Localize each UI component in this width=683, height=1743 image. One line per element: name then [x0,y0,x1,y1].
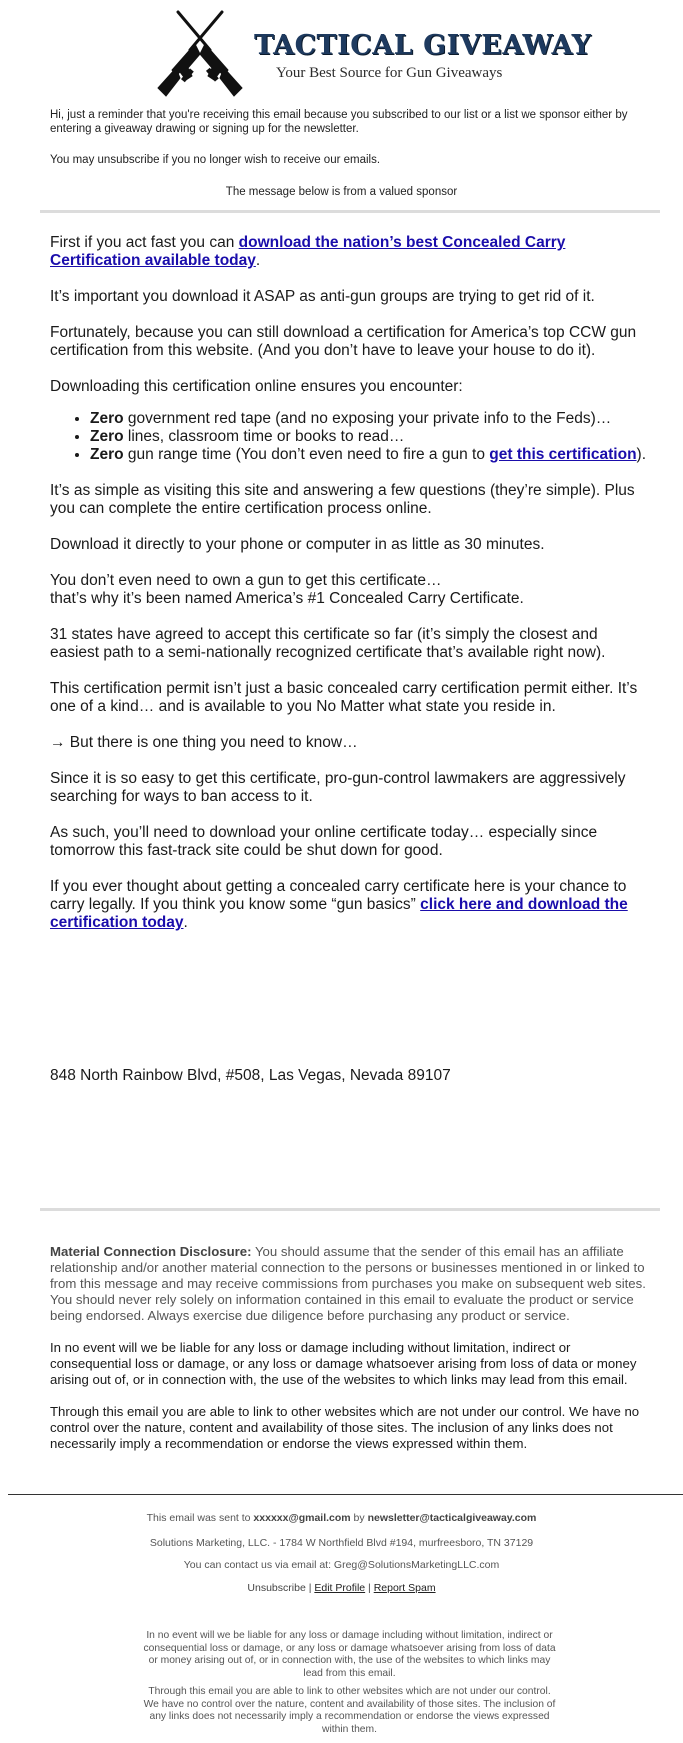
paragraph-states: 31 states have agreed to accept this certificate so far (it’s simply the closest and easiest path to a semi-nationally recognized certificate that’s available right now). [50,626,606,661]
divider-middle [40,1208,660,1211]
disclosure-section [50,1244,650,1468]
external-links-disclaimer: Through this email you are able to link to other websites which are not under our control. We have no control over the nature, content and availability of those sites. The inclusion of any links does not necessarily imply a recommendation or endorse the views expressed within them. [50,1404,640,1451]
list-item: • Zero government red tape (and no exposing your private info to the Feds)… [90,410,650,428]
material-connection-disclosure: Material Connection Disclosure: You should assume that the sender of this email has an affiliate relationship and/or another material connection to the persons or businesses mentioned in or linked to from this message and may receive commissions from purchases you make on subsequent web sites. You should never rely solely on information contained in this email to evaluate the product or service being endorsed. Always exercise due diligence before purchasing any product or service. [50,1244,646,1323]
brand-title: TACTICAL GIVEAWAY [254,30,592,61]
footer-company: Solutions Marketing, LLC. - 1784 W Northfield Blvd #194, murfreesboro, TN 37129 [149,1537,534,1549]
paragraph-call-to-action: If you ever thought about getting a concealed carry certificate here is your chance to carry legally. If you think you know some “gun basics” click here and download the certification today. [50,878,628,931]
paragraph-simple: It’s as simple as visiting this site and answering a few questions (they’re simple). Plus you can complete the entire certification process online. [50,482,635,517]
paragraph-download-time: Download it directly to your phone or computer in as little as 30 minutes. [50,536,545,553]
sponsor-note: The message below is from a valued sponsor [225,186,458,198]
unsubscribe-note: You may unsubscribe if you no longer wish to receive our emails. [50,154,381,166]
paragraph-lawmakers: Since it is so easy to get this certificate, pro-gun-control lawmakers are aggressively searching for ways to ban access to it. [50,770,626,805]
brand-tagline: Your Best Source for Gun Giveaways [276,65,503,81]
sponsor-message [50,234,650,950]
footer-liability-disclaimer: In no event will we be liable for any loss or damage including without limitation, indirect or consequential loss or damage, or any loss or damage whatsoever arising from loss of data or money arising out of, or in connection with, the use of the websites to which links may lead from this email. [143,1630,556,1679]
list-item: • Zero gun range time (You don’t even need to fire a gun to get this certification). [90,446,650,464]
get-certification-link[interactable]: get this certification [489,446,637,463]
liability-disclaimer: In no event will we be liable for any loss or damage including without limitation, indirect or consequential loss or damage, or any loss or damage whatsoever arising from loss of data or money arising out of, or in connection with, the use of the websites to which links may lead from this email. [50,1340,637,1387]
recipient-email: xxxxxx@gmail.com [253,1512,351,1524]
paragraph-downloading: Downloading this certification online ensures you encounter: [50,378,463,395]
sponsor-address: 848 North Rainbow Blvd, #508, Las Vegas, Nevada 89107 [50,1067,451,1084]
divider-top [40,210,660,213]
footer-external-links-disclaimer: Through this email you are able to link to other websites which are not under our control. We have no control over the nature, content and availability of those sites. The inclusion of any links does not necessarily imply a recommendation or endorse the views expressed within them. [143,1686,556,1735]
paragraph-one-thing: → But there is one thing you need to know… [50,734,358,751]
paragraph-asap: It’s important you download it ASAP as anti-gun groups are trying to get rid of it. [50,288,595,305]
click-here-download-link[interactable]: click here and download the certification today [50,896,628,931]
paragraph-no-gun: You don’t even need to own a gun to get this certificate… that’s why it’s been named America’s #1 Concealed Carry Certificate. [50,572,524,607]
footer-sent-to: This email was sent to xxxxxx@gmail.com by newsletter@tacticalgiveaway.com [146,1512,537,1524]
footer-links: Unsubscribe | Edit Profile | Report Spam [247,1582,436,1594]
benefits-list [50,410,650,464]
download-certification-link[interactable]: download the nation’s best Concealed Carry Certification available today [50,234,566,269]
subscription-reminder: Hi, just a reminder that you're receiving this email because you subscribed to our list or a list we sponsor either by entering a giveaway drawing or signing up for the newsletter. [50,109,628,135]
brand-logo[interactable] [150,6,592,102]
paragraph-one-of-a-kind: This certification permit isn’t just a basic concealed carry certification permit either. It’s one of a kind… and is available to you No Matter what state you reside in. [50,680,638,715]
list-item: • Zero lines, classroom time or books to read… [90,428,650,446]
paragraph-shut-down: As such, you’ll need to download your online certificate today… especially since tomorrow this fast-track site could be shut down for good. [50,824,598,859]
crossed-rifles-icon [150,6,250,102]
unsubscribe-link[interactable]: Unsubscribe [247,1582,306,1594]
sender-email: newsletter@tacticalgiveaway.com [367,1512,537,1524]
report-spam-link[interactable]: Report Spam [373,1582,436,1594]
edit-profile-link[interactable]: Edit Profile [314,1582,366,1594]
footer-contact: You can contact us via email at: Greg@SolutionsMarketingLLC.com [183,1559,500,1571]
paragraph-fortunately: Fortunately, because you can still download a certification for America’s top CCW gun certification from this website. (And you don’t have to leave your house to do it). [50,324,637,359]
paragraph-intro: First if you act fast you can download the nation’s best Concealed Carry Certification available today. [50,234,566,269]
divider-bottom [8,1494,683,1495]
